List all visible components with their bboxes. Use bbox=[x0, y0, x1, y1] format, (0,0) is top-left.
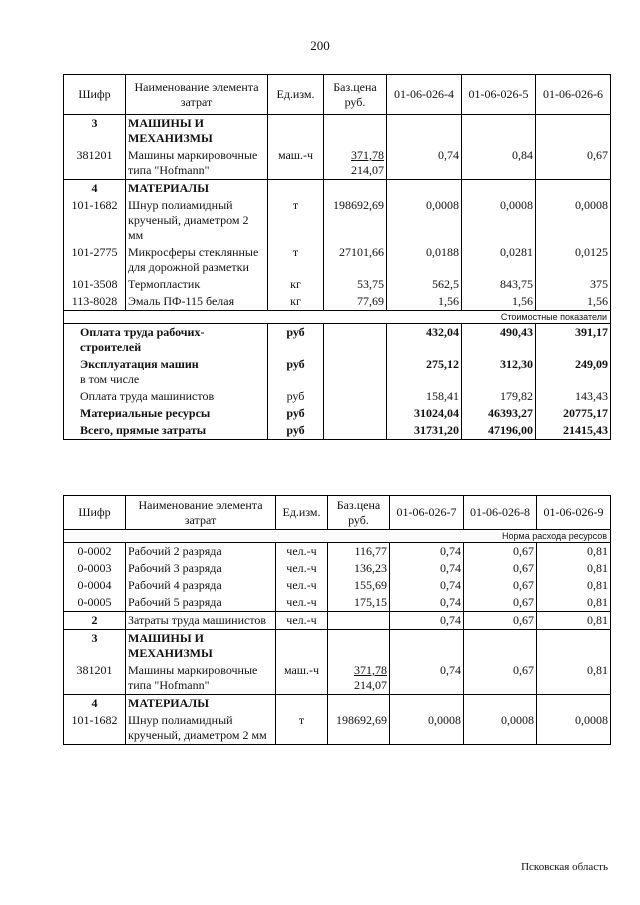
row-value: 0,81 bbox=[537, 594, 611, 612]
row-value: 0,0125 bbox=[536, 244, 611, 276]
row-code: 0-0005 bbox=[64, 594, 126, 612]
table-row bbox=[64, 560, 611, 577]
cost-name: Всего, прямые затраты bbox=[64, 422, 268, 440]
row-unit: чел.-ч bbox=[276, 543, 328, 561]
header-col-3: 01-06-026-6 bbox=[536, 75, 611, 115]
row-unit: чел.-ч bbox=[276, 594, 328, 612]
row-value: 1,56 bbox=[536, 293, 611, 311]
row-price: 198692,69 bbox=[324, 197, 387, 244]
row-value: 0,74 bbox=[390, 577, 464, 594]
row-price: 53,75 bbox=[324, 276, 387, 293]
table-row bbox=[64, 324, 611, 357]
cost-value: 249,09 bbox=[536, 356, 611, 388]
header-name: Наименование элемента затрат bbox=[126, 496, 276, 530]
row-name: Рабочий 3 разряда bbox=[126, 560, 276, 577]
row-value: 0,0008 bbox=[387, 197, 462, 244]
row-value: 0,81 bbox=[537, 543, 611, 561]
row-value: 0,0008 bbox=[462, 197, 536, 244]
table-row bbox=[64, 180, 611, 198]
row-name: Микросферы стеклянные для дорожной разметки bbox=[126, 244, 268, 276]
row-name: Машины маркировочные типа "Hofmann" bbox=[126, 662, 276, 695]
row-value: 0,67 bbox=[464, 662, 537, 695]
section-number: 4 bbox=[64, 180, 126, 198]
header-code: Шифр bbox=[64, 496, 126, 530]
row-value: 0,67 bbox=[536, 147, 611, 180]
row-value: 0,0188 bbox=[387, 244, 462, 276]
row-unit: чел.-ч bbox=[276, 560, 328, 577]
table-row bbox=[64, 695, 611, 713]
row-unit: чел.-ч bbox=[276, 577, 328, 594]
row-unit: т bbox=[276, 712, 328, 745]
cost-value: 432,04 bbox=[387, 324, 462, 357]
row-name: Машины маркировочные типа "Hofmann" bbox=[126, 147, 268, 180]
price-operator: 214,07 bbox=[354, 678, 387, 692]
page-number: 200 bbox=[310, 38, 330, 53]
row-name: Шнур полиамидный крученый, диаметром 2 мм bbox=[126, 197, 268, 244]
cost-value: 21415,43 bbox=[536, 422, 611, 440]
cost-value: 158,41 bbox=[387, 388, 462, 405]
row-value: 0,81 bbox=[537, 577, 611, 594]
cost-value: 490,43 bbox=[462, 324, 536, 357]
cost-name bbox=[64, 356, 268, 388]
row-price: 27101,66 bbox=[324, 244, 387, 276]
section-title: МАШИНЫ И МЕХАНИЗМЫ bbox=[126, 115, 268, 148]
table-row bbox=[64, 612, 611, 630]
row-unit: чел.-ч bbox=[276, 612, 328, 630]
section-title: МАТЕРИАЛЫ bbox=[126, 695, 276, 713]
row-value: 1,56 bbox=[387, 293, 462, 311]
row-value: 843,75 bbox=[462, 276, 536, 293]
norm-label-row bbox=[64, 530, 611, 543]
cost-name-main: Эксплуатация машин bbox=[80, 357, 199, 371]
row-code: 101-3508 bbox=[64, 276, 126, 293]
table-row bbox=[64, 405, 611, 422]
row-value: 0,67 bbox=[464, 612, 537, 630]
row-value: 0,84 bbox=[462, 147, 536, 180]
row-value: 0,0008 bbox=[537, 712, 611, 745]
row-value: 0,74 bbox=[387, 147, 462, 180]
row-value: 0,0281 bbox=[462, 244, 536, 276]
table-row bbox=[64, 244, 611, 276]
cost-unit: руб bbox=[268, 422, 324, 440]
row-unit: т bbox=[268, 197, 324, 244]
row-unit: маш.-ч bbox=[276, 662, 328, 695]
cost-unit: руб bbox=[268, 405, 324, 422]
cost-value: 31731,20 bbox=[387, 422, 462, 440]
row-value: 562,5 bbox=[387, 276, 462, 293]
row-name: Рабочий 4 разряда bbox=[126, 577, 276, 594]
table-row bbox=[64, 388, 611, 405]
row-price: 198692,69 bbox=[328, 712, 390, 745]
row-value: 1,56 bbox=[462, 293, 536, 311]
table-row bbox=[64, 293, 611, 311]
row-code: 101-2775 bbox=[64, 244, 126, 276]
table-row bbox=[64, 712, 611, 745]
table-row bbox=[64, 630, 611, 663]
header-name: Наименование элемента затрат bbox=[126, 75, 268, 115]
row-value: 0,81 bbox=[537, 560, 611, 577]
table-header bbox=[64, 75, 611, 115]
table-row bbox=[64, 147, 611, 180]
cost-unit: руб bbox=[268, 356, 324, 388]
row-price: 116,77 bbox=[328, 543, 390, 561]
row-unit: кг bbox=[268, 293, 324, 311]
cost-value: 31024,04 bbox=[387, 405, 462, 422]
header-col-2: 01-06-026-5 bbox=[462, 75, 536, 115]
header-col-1: 01-06-026-4 bbox=[387, 75, 462, 115]
cost-value: 391,17 bbox=[536, 324, 611, 357]
row-value: 0,67 bbox=[464, 594, 537, 612]
cost-unit: руб bbox=[268, 324, 324, 357]
table-row bbox=[64, 356, 611, 388]
header-col-3: 01-06-026-9 bbox=[537, 496, 611, 530]
row-value: 0,81 bbox=[537, 662, 611, 695]
header-col-1: 01-06-026-7 bbox=[390, 496, 464, 530]
row-price: 155,69 bbox=[328, 577, 390, 594]
section-number: 4 bbox=[64, 695, 126, 713]
row-name: Рабочий 2 разряда bbox=[126, 543, 276, 561]
table-row bbox=[64, 276, 611, 293]
cost-value: 143,43 bbox=[536, 388, 611, 405]
price-operator: 214,07 bbox=[351, 163, 384, 177]
table-row bbox=[64, 115, 611, 148]
resource-table-1 bbox=[63, 74, 611, 440]
cost-name: Оплата труда рабочих-строителей bbox=[64, 324, 268, 357]
row-code: 381201 bbox=[64, 662, 126, 695]
table-row bbox=[64, 577, 611, 594]
row-price bbox=[324, 147, 387, 180]
header-unit: Ед.изм. bbox=[276, 496, 328, 530]
price-current: 371,78 bbox=[351, 148, 384, 162]
row-code: 113-8028 bbox=[64, 293, 126, 311]
row-value: 0,74 bbox=[390, 594, 464, 612]
row-value: 0,67 bbox=[464, 577, 537, 594]
cost-indicators-label-row bbox=[64, 311, 611, 324]
row-code: 101-1682 bbox=[64, 712, 126, 745]
cost-name: Материальные ресурсы bbox=[64, 405, 268, 422]
row-name: Рабочий 5 разряда bbox=[126, 594, 276, 612]
header-col-2: 01-06-026-8 bbox=[464, 496, 537, 530]
footer-region: Псковская область bbox=[521, 861, 608, 873]
row-value: 375 bbox=[536, 276, 611, 293]
row-value: 0,67 bbox=[464, 543, 537, 561]
row-price: 136,23 bbox=[328, 560, 390, 577]
row-price bbox=[328, 662, 390, 695]
table-row bbox=[64, 662, 611, 695]
row-value: 0,0008 bbox=[390, 712, 464, 745]
row-code: 0-0004 bbox=[64, 577, 126, 594]
row-name: Эмаль ПФ-115 белая bbox=[126, 293, 268, 311]
row-unit: кг bbox=[268, 276, 324, 293]
row-value: 0,67 bbox=[464, 560, 537, 577]
row-code: 381201 bbox=[64, 147, 126, 180]
cost-value: 179,82 bbox=[462, 388, 536, 405]
cost-value: 46393,27 bbox=[462, 405, 536, 422]
header-price: Баз.цена руб. bbox=[328, 496, 390, 530]
resource-table-2 bbox=[63, 495, 611, 745]
row-name: Термопластик bbox=[126, 276, 268, 293]
table-row bbox=[64, 197, 611, 244]
row-unit: т bbox=[268, 244, 324, 276]
row-value: 0,74 bbox=[390, 560, 464, 577]
cost-value: 312,30 bbox=[462, 356, 536, 388]
cost-name-sub: в том числе bbox=[80, 372, 140, 386]
row-value: 0,74 bbox=[390, 543, 464, 561]
row-code: 0-0002 bbox=[64, 543, 126, 561]
row-unit: маш.-ч bbox=[268, 147, 324, 180]
cost-value: 275,12 bbox=[387, 356, 462, 388]
header-price: Баз.цена руб. bbox=[324, 75, 387, 115]
row-code: 2 bbox=[64, 612, 126, 630]
row-name: Шнур полиамидный крученый, диаметром 2 мм bbox=[126, 712, 276, 745]
price-current: 371,78 bbox=[354, 663, 387, 677]
section-number: 3 bbox=[64, 630, 126, 663]
section-number: 3 bbox=[64, 115, 126, 148]
table-header bbox=[64, 496, 611, 530]
cost-value: 47196,00 bbox=[462, 422, 536, 440]
norm-label: Норма расхода ресурсов bbox=[64, 530, 611, 543]
cost-unit: руб bbox=[268, 388, 324, 405]
cost-name: Оплата труда машинистов bbox=[64, 388, 268, 405]
row-price: 175,15 bbox=[328, 594, 390, 612]
section-title: МАШИНЫ И МЕХАНИЗМЫ bbox=[126, 630, 276, 663]
header-code: Шифр bbox=[64, 75, 126, 115]
header-unit: Ед.изм. bbox=[268, 75, 324, 115]
row-price: 77,69 bbox=[324, 293, 387, 311]
row-value: 0,74 bbox=[390, 612, 464, 630]
row-value: 0,74 bbox=[390, 662, 464, 695]
table-row bbox=[64, 543, 611, 561]
cost-indicators-label: Стоимостные показатели bbox=[64, 311, 611, 324]
cost-value: 20775,17 bbox=[536, 405, 611, 422]
table-row bbox=[64, 594, 611, 612]
row-value: 0,81 bbox=[537, 612, 611, 630]
section-title: МАТЕРИАЛЫ bbox=[126, 180, 268, 198]
table-row bbox=[64, 422, 611, 440]
row-name: Затраты труда машинистов bbox=[126, 612, 276, 630]
row-value: 0,0008 bbox=[464, 712, 537, 745]
row-code: 0-0003 bbox=[64, 560, 126, 577]
row-value: 0,0008 bbox=[536, 197, 611, 244]
row-code: 101-1682 bbox=[64, 197, 126, 244]
